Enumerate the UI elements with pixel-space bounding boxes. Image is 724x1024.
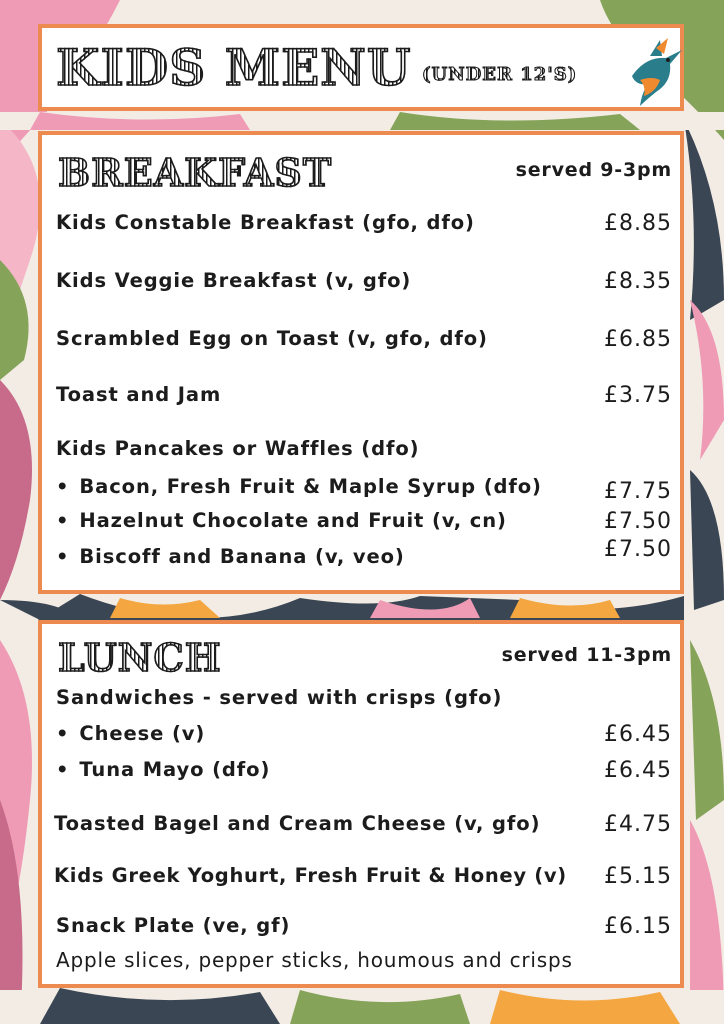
option-name: Cheese (v) xyxy=(79,722,206,745)
age-subtitle: (UNDER 12'S) xyxy=(422,64,578,85)
lunch-served-times: served 11-3pm xyxy=(501,644,672,666)
option-price: £7.75 xyxy=(604,479,672,504)
item-name: Kids Constable Breakfast (gfo, dfo) xyxy=(56,211,475,234)
item-price: £4.75 xyxy=(604,812,672,837)
option-price: £6.45 xyxy=(604,722,672,747)
lunch-title: LUNCH xyxy=(58,635,222,680)
sandwiches-heading-text: Sandwiches - served with crisps (gfo) xyxy=(56,686,503,709)
item-price: £6.85 xyxy=(604,327,672,352)
pancakes-heading-text: Kids Pancakes or Waffles (dfo) xyxy=(56,437,420,460)
bullet: • xyxy=(56,475,70,498)
breakfast-section xyxy=(38,131,684,594)
bullet: • xyxy=(56,545,70,568)
item-name: Kids Greek Yoghurt, Fresh Fruit & Honey (v) xyxy=(54,864,567,887)
option-price: £7.50 xyxy=(604,537,672,562)
snack-plate-description: Apple slices, pepper sticks, houmous and crisps xyxy=(56,948,573,972)
title-panel xyxy=(38,24,684,111)
item-name: Toast and Jam xyxy=(56,383,222,406)
option-name: Hazelnut Chocolate and Fruit (v, cn) xyxy=(79,509,507,532)
item-name: Kids Veggie Breakfast (v, gfo) xyxy=(56,269,412,292)
item-price: £8.35 xyxy=(604,269,672,294)
item-price: £5.15 xyxy=(604,864,672,889)
bullet: • xyxy=(56,758,70,781)
kingfisher-icon xyxy=(626,36,684,108)
item-name: Toasted Bagel and Cream Cheese (v, gfo) xyxy=(54,812,541,835)
option-name: Bacon, Fresh Fruit & Maple Syrup (dfo) xyxy=(79,475,542,498)
menu-title: KIDS MENU xyxy=(56,36,411,100)
item-price: £8.85 xyxy=(604,211,672,236)
option-name: Biscoff and Banana (v, veo) xyxy=(79,545,405,568)
bullet: • xyxy=(56,722,70,745)
option-price: £6.45 xyxy=(604,758,672,783)
option-price: £7.50 xyxy=(604,509,672,534)
item-price: £3.75 xyxy=(604,383,672,408)
item-name: Snack Plate (ve, gf) xyxy=(56,914,291,937)
breakfast-served-times: served 9-3pm xyxy=(515,159,672,181)
item-price: £6.15 xyxy=(604,914,672,939)
bullet: • xyxy=(56,509,70,532)
item-name: Scrambled Egg on Toast (v, gfo, dfo) xyxy=(56,327,488,350)
option-name: Tuna Mayo (dfo) xyxy=(79,758,271,781)
lunch-section xyxy=(38,620,684,988)
breakfast-title: BREAKFAST xyxy=(58,150,333,195)
